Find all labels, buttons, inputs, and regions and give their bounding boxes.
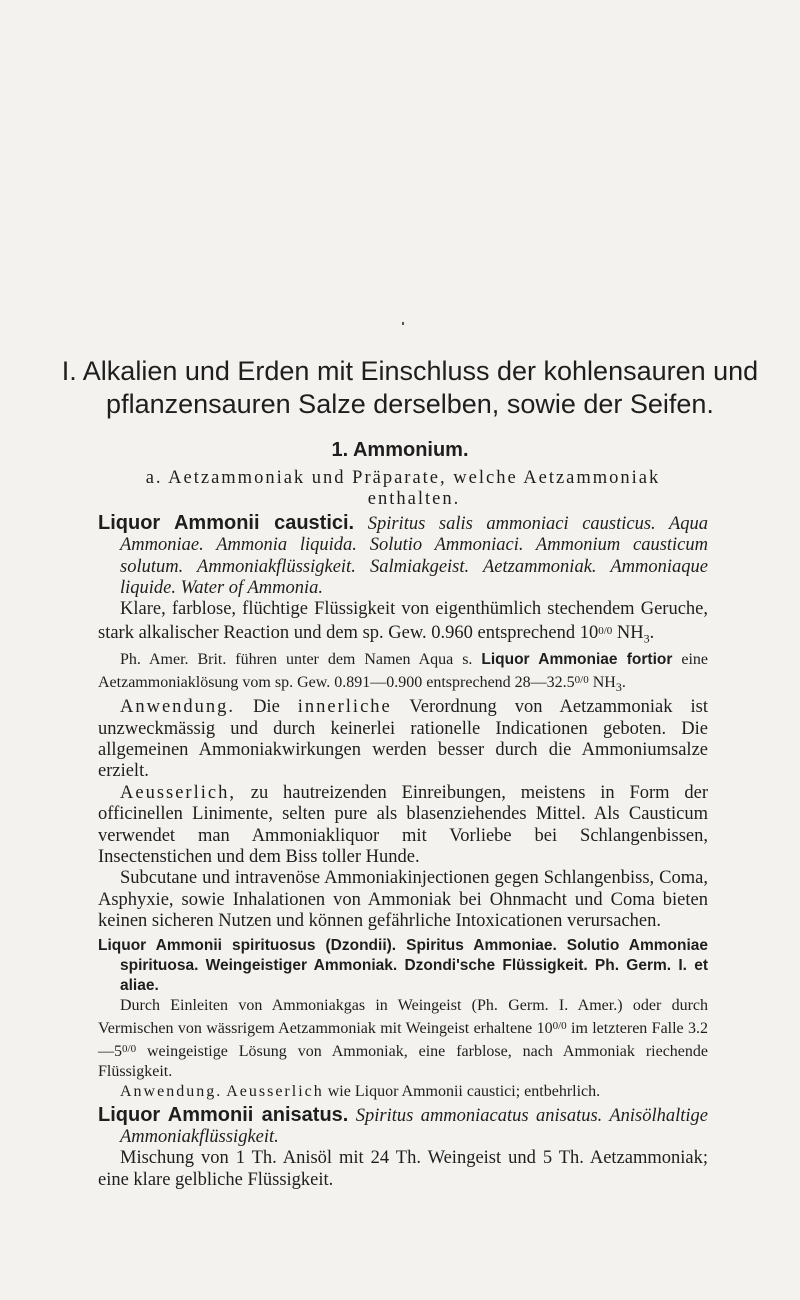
external-use-paragraph: Aeusserlich, zu hautreizenden Einreibungen, meistens in Form der officinellen Linimente, selten pure als blasenziehendes Mittel. Als Causticum verwendet man Ammoniakliquor mit Vorliebe bei Schlangenbissen, Insectenstichen und dem Biss toller Hunde. <box>98 782 708 867</box>
liquor-spirituosus-heading: Liquor Ammonii spirituosus (Dzondii). Spiritus Ammoniae. Solutio Ammoniae spirituosa. Weingeistiger Ammoniak. Dzondi'sche Flüssigkeit. Ph. Germ. I. et aliae. <box>98 936 708 994</box>
section-title: 1. Ammonium. <box>331 439 469 461</box>
liquor-caustici-description: Klare, farblose, flüchtige Flüssigkeit von eigenthümlich stechendem Geruche, stark alkalischer Reaction und dem sp. Gew. 0.960 entsprechend $10^{0/0}$ $NH_3$. <box>98 599 708 646</box>
entry-synonyms: Spiritus salis ammoniaci causticus. Aqua Ammoniae. Ammonia liquida. Solutio Ammoniaci. Ammonium causticum solutum. Ammoniakflüssigkeit. Salmiakgeist. Aetzammoniak. Ammoniaque liquide. Water of Ammonia. <box>120 513 708 599</box>
subcutaneous-paragraph: Subcutane und intravenöse Ammoniakinjectionen gegen Schlangenbiss, Coma, Asphyxie, sowie Inhalationen von Ammoniak bei Ohnmacht und Coma bieten keinen sicheren Nutzen und können gefährliche Intoxicationen verursachen. <box>98 868 708 932</box>
pharmacopoeia-note: Ph. Amer. Brit. führen unter dem Namen Aqua s. Liquor Ammoniae fortior eine Aetzammoniaklösung vom sp. Gew. 0.891—0.900 entsprechend $28—32.5^{0/0}$ $NH_3$. <box>98 650 708 695</box>
percent-sign: 0/0 <box>122 1042 137 1055</box>
usage-paragraph: Anwendung. Die innerliche Verordnung von Aetzammoniak ist unzweckmässig und durch keinerlei rationelle Indicationen geboten. Die allgemeinen Ammoniakwirkungen werden besser durch die Ammoniumsalze erzielt. <box>98 697 708 782</box>
percent-sign: 0/0 <box>552 1019 567 1032</box>
liquor-spirituosus-usage: Anwendung. Aeusserlich wie Liquor Ammonii caustici; entbehrlich. <box>120 1082 601 1100</box>
subsection-title: a. Aetzammoniak und Präparate, welche Aetzammoniak enthalten. <box>145 468 661 510</box>
paper-speck <box>402 322 404 325</box>
liquor-caustici-heading <box>98 513 708 600</box>
chapter-title: I. Alkalien und Erden mit Einschluss der kohlensauren und pflanzensauren Salze derselben, sowie der Seifen. <box>61 356 759 419</box>
liquor-anisatus-heading: Liquor Ammonii anisatus. Spiritus ammoniacatus anisatus. Anisölhaltige Ammoniakflüssigkeit. <box>98 1103 709 1147</box>
liquor-anisatus-description: Mischung von 1 Th. Anisöl mit 24 Th. Weingeist und 5 Th. Aetzammoniak; eine klare gelbliche Flüssigkeit. <box>98 1148 708 1190</box>
entry-name: Liquor Ammonii caustici. <box>98 511 355 534</box>
percent-sign: 0/0 <box>574 673 589 686</box>
percent-sign: 0/0 <box>598 624 613 637</box>
text-body <box>98 468 708 1191</box>
liquor-spirituosus-description: Durch Einleiten von Ammoniakgas in Weingeist (Ph. Germ. I. Amer.) oder durch Vermischen von wässrigem Aetzammoniak mit Weingeist erhaltene $10^{0/0}$ im letzteren Falle $3.2—5^{0/0}$ weingeistige Lösung von Ammoniak, eine farblose, nach Ammoniak riechende Flüssigkeit. <box>98 996 709 1080</box>
